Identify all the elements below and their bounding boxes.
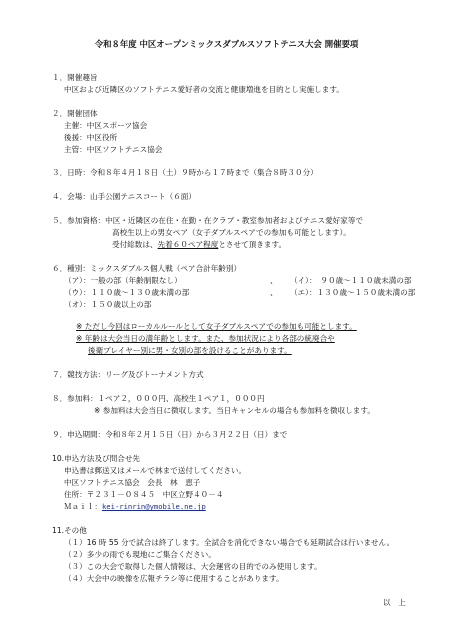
- section-6-note-3: 後衛プレイヤー別に男・女別の部を設けることがあります。: [88, 346, 292, 355]
- section-6-note-2: ※ 年齢は大会当日の満年齢とします。また、参加状況により各部の統廃合や: [76, 334, 335, 343]
- mail-link[interactable]: kei-rinrin@ymobile.ne.jp: [101, 502, 206, 511]
- section-2-host: 主催：中区スポーツ協会: [64, 121, 148, 130]
- section-4-venue: ４．会場：山手公園テニスコート（６面）: [52, 192, 196, 201]
- category-b: （イ）： ９０歳～１１０歳未満の部: [290, 276, 412, 285]
- section-5-capacity: 先着６０ペア程度: [157, 240, 219, 249]
- section-2-heading: ２．開催団体: [52, 109, 98, 118]
- section-8-note: ※ 参加料は大会当日に徴収します。当日キャンセルの場合も参加料を徴収します。: [94, 406, 375, 415]
- category-a: （ア）：一般の部（年齢制限なし）: [64, 276, 182, 285]
- section-9-period: ９．申込期間：令和８年２月１５日（日）から３月２２日（日）まで: [52, 430, 288, 439]
- category-sep: 、: [270, 288, 278, 297]
- category-a: （オ）：１５０歳以上の部: [64, 300, 152, 309]
- section-10-mail-row: [64, 502, 206, 512]
- category-b: （エ）：１３０歳～１５０歳未満の部: [290, 288, 416, 297]
- category-row: [64, 300, 290, 310]
- section-6-note-1: ※ ただし今回はローカルルールとして女子ダブルスペアでの参加も可能とします。: [76, 322, 357, 331]
- section-3-datetime: ３．日時：令和８年４月１８日（土）９時から１７時まで（集合８時３０分）: [52, 168, 318, 177]
- category-row: [64, 288, 415, 298]
- section-5-eligibility: ５．参加資格：中区・近隣区の在住・在勤・在クラブ・教室参加者およびテニス愛好家等で: [52, 216, 364, 225]
- list-item: （４）大会中の映像を広報チラシ等に使用することがあります。: [64, 574, 284, 583]
- section-5-line3-post: とさせて頂きます。: [218, 240, 287, 249]
- section-5-line3: [112, 240, 286, 250]
- list-item: （３）この大会で取得した個人情報は、大会運営の目的でのみ使用します。: [64, 562, 322, 571]
- category-sep: 、: [270, 276, 278, 285]
- section-8-fee: ８．参加料：１ペア２，０００円、高校生１ペア１，０００円: [52, 394, 265, 403]
- mail-label: Ｍａｉｌ：: [64, 502, 102, 511]
- page-title: 令和８年度 中区オープンミックスダブルスソフトテニス大会 開催要項: [94, 39, 359, 49]
- section-10-contact: 中区ソフトテニス協会 会長 林 恵子: [64, 478, 201, 487]
- closing-mark: 以 上: [383, 598, 406, 607]
- category-row: [64, 276, 412, 286]
- section-11-heading: 11.その他: [52, 526, 87, 535]
- section-5-line3-pre: 受付総数は、: [112, 240, 158, 249]
- section-1-heading: １．開催趣旨: [52, 73, 98, 82]
- section-6-heading: ６．種別：ミックスダブルス個人戦（ペア合計年齢別）: [52, 264, 242, 273]
- section-5-line2: 高校生以上の男女ペア（女子ダブルスペアでの参加も可能とします）。: [112, 228, 351, 237]
- list-item: （２）多少の雨でも現地にご集合ください。: [64, 550, 216, 559]
- section-10-heading: 10.申込方法及び問合せ先: [52, 454, 141, 463]
- category-a: （ウ）：１１０歳～１３０歳未満の部: [64, 288, 190, 297]
- section-10-address: 住所：〒２３１－０８４５ 中区立野４０－４: [64, 490, 224, 499]
- section-10-line1: 申込書は郵送又はメールで林まで送付してください。: [64, 466, 247, 475]
- section-1-body: 中区および近隣区のソフトテニス愛好者の交流と健康増進を目的とし実施します。: [64, 85, 344, 94]
- section-7-format: ７．競技方法：リーグ及びトーナメント方式: [52, 370, 204, 379]
- list-item: （１）16 時 55 分で試合は終了します。全試合を消化できない場合でも延期試合は行いません。: [64, 538, 395, 547]
- section-2-manage: 主管：中区ソフトテニス協会: [64, 145, 163, 154]
- section-2-support: 後援：中区役所: [64, 133, 118, 142]
